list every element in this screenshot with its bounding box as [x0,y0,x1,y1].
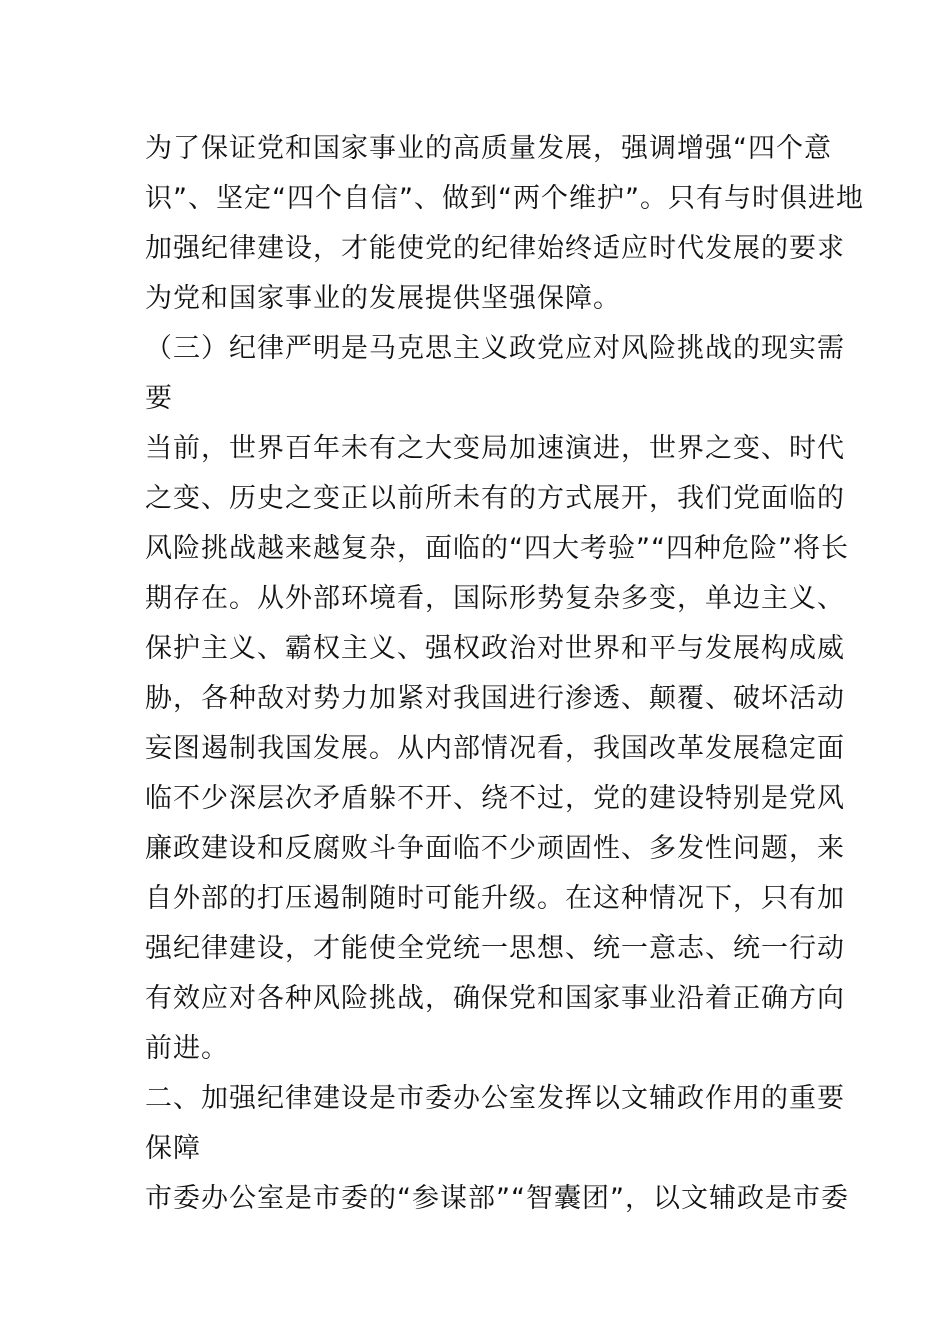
text-line: 风险挑战越来越复杂，面临的“四大考验”“四种危险”将长 [145,533,849,564]
text-line: 为党和国家事业的发展提供坚强保障。 [145,283,621,314]
text-line: 市委办公室是市委的“参谋部”“智囊团”，以文辅政是市委 [145,1183,849,1214]
text-line: 当前，世界百年未有之大变局加速演进，世界之变、时代 [145,433,845,464]
section-heading-cont: 要 [145,383,173,414]
text-line: 期存在。从外部环境看，国际形势复杂多变，单边主义、 [145,583,845,614]
text-line: 临不少深层次矛盾躲不开、绕不过，党的建设特别是党风 [145,783,845,814]
text-line: 为了保证党和国家事业的高质量发展，强调增强“四个意 [145,133,832,164]
text-line: 廉政建设和反腐败斗争面临不少顽固性、多发性问题，来 [145,833,845,864]
text-line: 保护主义、霸权主义、强权政治对世界和平与发展构成威 [145,633,845,664]
text-line: 加强纪律建设，才能使党的纪律始终适应时代发展的要求 [145,233,845,264]
text-line: 之变、历史之变正以前所未有的方式展开，我们党面临的 [145,483,845,514]
text-line: 胁，各种敌对势力加紧对我国进行渗透、颠覆、破坏活动 [145,683,845,714]
section-heading: 二、加强纪律建设是市委办公室发挥以文辅政作用的重要 [145,1083,845,1114]
section-heading-cont: 保障 [145,1133,201,1164]
text-line: 强纪律建设，才能使全党统一思想、统一意志、统一行动 [145,933,845,964]
text-line: 妄图遏制我国发展。从内部情况看，我国改革发展稳定面 [145,733,845,764]
text-line: 自外部的打压遏制随时可能升级。在这种情况下，只有加 [145,883,845,914]
section-heading: （三）纪律严明是马克思主义政党应对风险挑战的现实需 [145,333,845,364]
text-line: 有效应对各种风险挑战，确保党和国家事业沿着正确方向 [145,983,845,1014]
text-line: 识”、坚定“四个自信”、做到“两个维护”。只有与时俱进地 [145,183,864,214]
text-line: 前进。 [145,1033,229,1064]
